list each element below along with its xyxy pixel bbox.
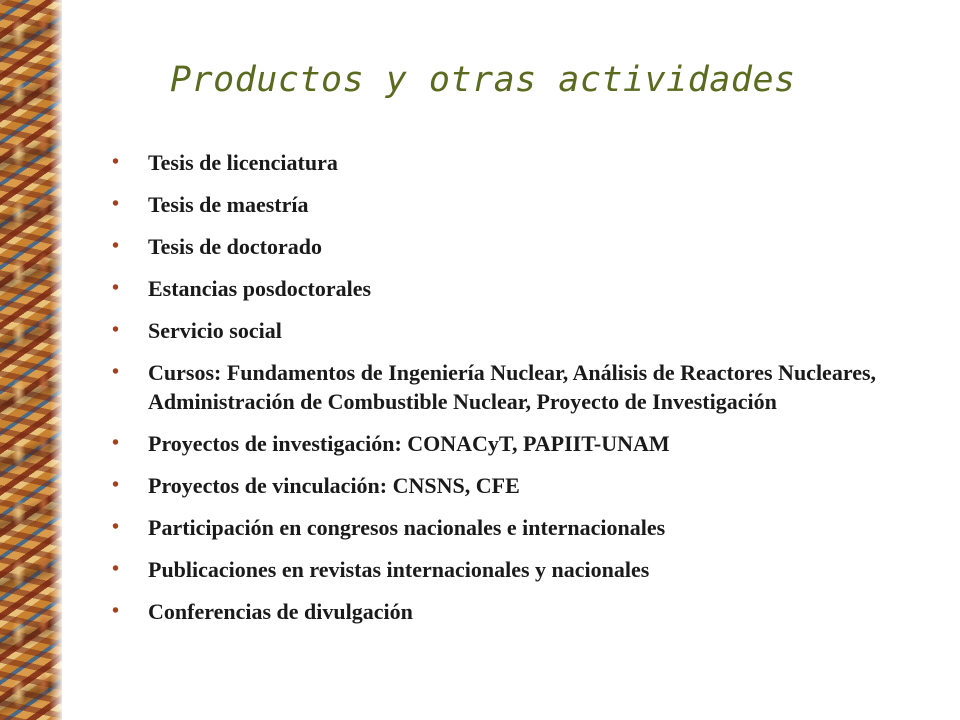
list-item-text: Participación en congresos nacionales e internacionales <box>148 515 666 540</box>
bullet-icon: • <box>112 193 120 215</box>
bullet-icon: • <box>112 432 120 454</box>
bullet-icon: • <box>112 474 120 496</box>
list-item <box>112 429 952 458</box>
bullet-icon: • <box>112 151 120 173</box>
bullet-icon: • <box>112 361 120 383</box>
list-item-text: Estancias posdoctorales <box>148 276 372 301</box>
list-item-text: Tesis de maestría <box>148 192 309 217</box>
list-item <box>112 513 952 542</box>
bullet-list <box>112 148 952 639</box>
list-item-text: Conferencias de divulgación <box>148 599 413 624</box>
list-item-text: Servicio social <box>148 318 282 343</box>
bullet-icon: • <box>112 319 120 341</box>
list-item-text: Cursos: Fundamentos de Ingeniería Nuclear, Análisis de Reactores Nucleares, Administración de Combustible Nuclear, Proyecto de Investigación <box>148 360 877 414</box>
list-item-text: Proyectos de investigación: CONACyT, PAPIIT-UNAM <box>148 431 670 456</box>
bullet-icon: • <box>112 558 120 580</box>
bullet-icon: • <box>112 600 120 622</box>
list-item <box>112 190 952 219</box>
list-item <box>112 471 952 500</box>
list-item-text: Tesis de doctorado <box>148 234 322 259</box>
list-item <box>112 555 952 584</box>
list-item <box>112 274 952 303</box>
list-item <box>112 597 952 626</box>
list-item <box>112 316 952 345</box>
list-item <box>112 148 952 177</box>
list-item-text: Publicaciones en revistas internacionales y nacionales <box>148 557 650 582</box>
bullet-icon: • <box>112 235 120 257</box>
bullet-icon: • <box>112 516 120 538</box>
list-item <box>112 232 952 261</box>
slide-title: Productos y otras actividades <box>170 60 796 100</box>
bullet-icon: • <box>112 277 120 299</box>
border-fade <box>50 0 64 720</box>
list-item-text: Proyectos de vinculación: CNSNS, CFE <box>148 473 520 498</box>
list-item <box>112 358 952 416</box>
list-item-text: Tesis de licenciatura <box>148 150 338 175</box>
